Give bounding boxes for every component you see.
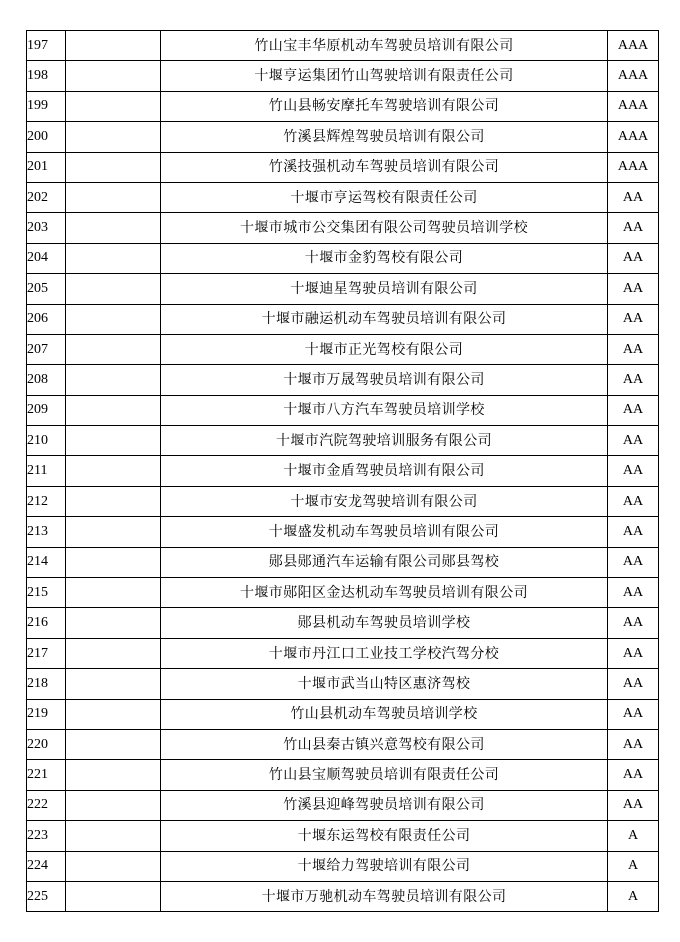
company-name-cell: 竹山县畅安摩托车驾驶培训有限公司 — [161, 91, 608, 121]
grade-cell: A — [608, 821, 659, 851]
row-number-cell: 212 — [27, 486, 66, 516]
region-cell — [66, 699, 161, 729]
company-name-cell: 十堰东运驾校有限责任公司 — [161, 821, 608, 851]
region-cell — [66, 790, 161, 820]
row-number-cell: 219 — [27, 699, 66, 729]
region-cell — [66, 274, 161, 304]
grade-cell: AA — [608, 486, 659, 516]
region-cell — [66, 334, 161, 364]
table-row — [27, 61, 659, 91]
row-number-cell: 214 — [27, 547, 66, 577]
row-number-cell: 202 — [27, 182, 66, 212]
region-cell — [66, 213, 161, 243]
row-number-cell: 224 — [27, 851, 66, 881]
grade-cell: AAA — [608, 122, 659, 152]
region-cell — [66, 395, 161, 425]
grade-cell: AA — [608, 426, 659, 456]
company-name-cell: 十堰市汽院驾驶培训服务有限公司 — [161, 426, 608, 456]
company-name-cell: 竹山县秦古镇兴意驾校有限公司 — [161, 729, 608, 759]
table-row — [27, 395, 659, 425]
grade-cell: AAA — [608, 61, 659, 91]
region-cell — [66, 152, 161, 182]
company-name-cell: 十堰市武当山特区惠济驾校 — [161, 669, 608, 699]
grade-cell: AAA — [608, 31, 659, 61]
region-cell — [66, 122, 161, 152]
company-name-cell: 郧县机动车驾驶员培训学校 — [161, 608, 608, 638]
row-number-cell: 205 — [27, 274, 66, 304]
row-number-cell: 197 — [27, 31, 66, 61]
row-number-cell: 206 — [27, 304, 66, 334]
region-cell — [66, 486, 161, 516]
company-name-cell: 十堰市万晟驾驶员培训有限公司 — [161, 365, 608, 395]
table-row — [27, 182, 659, 212]
grade-cell: AA — [608, 608, 659, 638]
company-name-cell: 十堰市金盾驾驶员培训有限公司 — [161, 456, 608, 486]
table-row — [27, 699, 659, 729]
table-row — [27, 578, 659, 608]
grade-cell: AA — [608, 578, 659, 608]
row-number-cell: 198 — [27, 61, 66, 91]
company-name-cell: 十堰盛发机动车驾驶员培训有限公司 — [161, 517, 608, 547]
row-number-cell: 220 — [27, 729, 66, 759]
company-name-cell: 竹山宝丰华原机动车驾驶员培训有限公司 — [161, 31, 608, 61]
table-row — [27, 365, 659, 395]
region-cell — [66, 881, 161, 911]
grade-cell: A — [608, 851, 659, 881]
company-name-cell: 十堰市万驰机动车驾驶员培训有限公司 — [161, 881, 608, 911]
table-row — [27, 517, 659, 547]
grade-cell: AA — [608, 365, 659, 395]
row-number-cell: 200 — [27, 122, 66, 152]
grade-cell: AA — [608, 790, 659, 820]
row-number-cell: 223 — [27, 821, 66, 851]
grade-cell: AA — [608, 699, 659, 729]
region-cell — [66, 760, 161, 790]
row-number-cell: 201 — [27, 152, 66, 182]
table-row — [27, 213, 659, 243]
table-row — [27, 456, 659, 486]
region-cell — [66, 426, 161, 456]
company-name-cell: 竹溪县迎峰驾驶员培训有限公司 — [161, 790, 608, 820]
row-number-cell: 208 — [27, 365, 66, 395]
region-cell — [66, 31, 161, 61]
region-cell — [66, 304, 161, 334]
table-row — [27, 486, 659, 516]
table-row — [27, 304, 659, 334]
region-cell — [66, 182, 161, 212]
row-number-cell: 203 — [27, 213, 66, 243]
row-number-cell: 216 — [27, 608, 66, 638]
grade-cell: AA — [608, 729, 659, 759]
row-number-cell: 213 — [27, 517, 66, 547]
table-row — [27, 243, 659, 273]
grade-cell: AAA — [608, 152, 659, 182]
company-name-cell: 十堰市正光驾校有限公司 — [161, 334, 608, 364]
rating-table-body — [27, 31, 659, 912]
grade-cell: AA — [608, 547, 659, 577]
table-row — [27, 91, 659, 121]
company-name-cell: 竹溪县辉煌驾驶员培训有限公司 — [161, 122, 608, 152]
grade-cell: AAA — [608, 91, 659, 121]
table-row — [27, 274, 659, 304]
company-name-cell: 十堰市金豹驾校有限公司 — [161, 243, 608, 273]
table-row — [27, 122, 659, 152]
company-name-cell: 十堰迪星驾驶员培训有限公司 — [161, 274, 608, 304]
region-cell — [66, 517, 161, 547]
table-row — [27, 426, 659, 456]
grade-cell: AA — [608, 517, 659, 547]
table-row — [27, 881, 659, 911]
grade-cell: AA — [608, 182, 659, 212]
table-row — [27, 608, 659, 638]
region-cell — [66, 61, 161, 91]
table-row — [27, 821, 659, 851]
company-name-cell: 竹溪技强机动车驾驶员培训有限公司 — [161, 152, 608, 182]
grade-cell: AA — [608, 334, 659, 364]
company-name-cell: 十堰市丹江口工业技工学校汽驾分校 — [161, 638, 608, 668]
row-number-cell: 210 — [27, 426, 66, 456]
region-cell — [66, 608, 161, 638]
region-cell — [66, 91, 161, 121]
region-cell — [66, 638, 161, 668]
table-row — [27, 334, 659, 364]
row-number-cell: 225 — [27, 881, 66, 911]
table-row — [27, 638, 659, 668]
grade-cell: AA — [608, 304, 659, 334]
row-number-cell: 204 — [27, 243, 66, 273]
table-row — [27, 851, 659, 881]
region-cell — [66, 547, 161, 577]
row-number-cell: 215 — [27, 578, 66, 608]
company-name-cell: 十堰市融运机动车驾驶员培训有限公司 — [161, 304, 608, 334]
grade-cell: AA — [608, 638, 659, 668]
table-row — [27, 729, 659, 759]
row-number-cell: 217 — [27, 638, 66, 668]
grade-cell: AA — [608, 395, 659, 425]
region-cell — [66, 729, 161, 759]
row-number-cell: 209 — [27, 395, 66, 425]
rating-table — [26, 30, 659, 912]
table-row — [27, 152, 659, 182]
table-row — [27, 790, 659, 820]
row-number-cell: 199 — [27, 91, 66, 121]
row-number-cell: 218 — [27, 669, 66, 699]
region-cell — [66, 851, 161, 881]
region-cell — [66, 365, 161, 395]
region-cell — [66, 243, 161, 273]
grade-cell: A — [608, 881, 659, 911]
grade-cell: AA — [608, 456, 659, 486]
company-name-cell: 十堰亨运集团竹山驾驶培训有限责任公司 — [161, 61, 608, 91]
table-row — [27, 31, 659, 61]
grade-cell: AA — [608, 274, 659, 304]
grade-cell: AA — [608, 243, 659, 273]
region-cell — [66, 578, 161, 608]
row-number-cell: 211 — [27, 456, 66, 486]
company-name-cell: 郧县郧通汽车运输有限公司郧县驾校 — [161, 547, 608, 577]
company-name-cell: 十堰市亨运驾校有限责任公司 — [161, 182, 608, 212]
company-name-cell: 十堰给力驾驶培训有限公司 — [161, 851, 608, 881]
region-cell — [66, 456, 161, 486]
company-name-cell: 竹山县宝顺驾驶员培训有限责任公司 — [161, 760, 608, 790]
company-name-cell: 十堰市安龙驾驶培训有限公司 — [161, 486, 608, 516]
grade-cell: AA — [608, 760, 659, 790]
row-number-cell: 221 — [27, 760, 66, 790]
grade-cell: AA — [608, 669, 659, 699]
row-number-cell: 222 — [27, 790, 66, 820]
company-name-cell: 十堰市郧阳区金达机动车驾驶员培训有限公司 — [161, 578, 608, 608]
region-cell — [66, 821, 161, 851]
table-row — [27, 669, 659, 699]
grade-cell: AA — [608, 213, 659, 243]
region-cell — [66, 669, 161, 699]
row-number-cell: 207 — [27, 334, 66, 364]
table-row — [27, 547, 659, 577]
table-row — [27, 760, 659, 790]
company-name-cell: 十堰市城市公交集团有限公司驾驶员培训学校 — [161, 213, 608, 243]
company-name-cell: 竹山县机动车驾驶员培训学校 — [161, 699, 608, 729]
company-name-cell: 十堰市八方汽车驾驶员培训学校 — [161, 395, 608, 425]
